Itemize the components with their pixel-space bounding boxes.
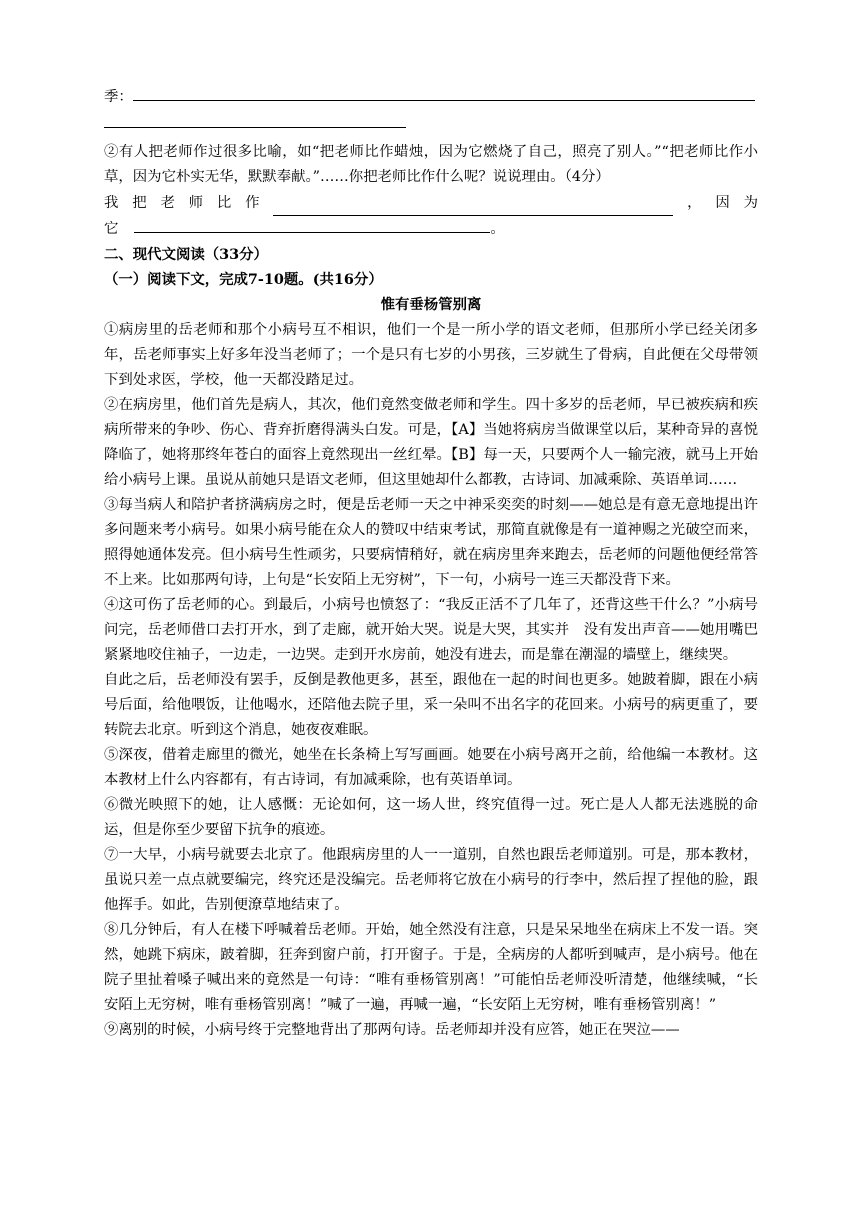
paragraph: ⑤深夜，借着走廊里的微光，她坐在长条椅上写写画画。她要在小病号离开之前，给他编一本教材。这本教材上什么内容都有，有古诗词，有加减乘除，也有英语单词。 — [104, 747, 758, 788]
document-page — [104, 84, 758, 1043]
season-answer-line — [104, 84, 758, 109]
compare-char: 因 — [715, 195, 730, 211]
reason-prefix: 它 — [104, 221, 119, 237]
paragraph: ④这可伤了岳老师的心。到最后，小病号也愤怒了：“我反正活不了几年了，还背这些干什么？”小病号问完，岳老师借口去打开水，到了走廊，就开始大哭。说是大哭，其实并 没有发出声音——她用嘴巴紧紧地咬住袖子，一边走，一边哭。走到开水房前，她没有进去，而是靠在潮湿的墙壁上，继续哭。 — [104, 597, 758, 663]
season-label: 季： — [104, 89, 133, 105]
paragraph: ①病房里的岳老师和那个小病号互不相识，他们一个是一所小学的语文老师，但那所小学已经关闭多年，岳老师事实上好多年没当老师了；一个是只有七岁的小男孩，三岁就生了骨病，自此便在父母带领下到处求医，学校，他一天都没踏足过。 — [104, 322, 758, 388]
compare-char: 比 — [216, 195, 232, 211]
paragraph: ③每当病人和陪护者挤满病房之时，便是岳老师一天之中神采奕奕的时刻——她总是有意无意地提出许多问题来考小病号。如果小病号能在众人的赞叹中结束考试，那简直就像是有一道神赐之光破空而来，照得她通体发亮。但小病号生性顽劣，只要病情稍好，就在病房里奔来跑去，岳老师的问题他便经常答不上来。比如那两句诗，上句是“长安陌上无穷树”，下一句，小病号一连三天都没背下来。 — [104, 497, 758, 588]
compare-char: 为 — [743, 195, 758, 211]
paragraph: ⑥微光映照下的她，让人感慨：无论如何，这一场人世，终究值得一过。死亡是人人都无法逃脱的命运，但是你至少要留下抗争的痕迹。 — [104, 797, 758, 838]
section-heading: 二、现代文阅读（33分） — [104, 246, 268, 263]
paragraph: ⑨离别的时候，小病号终于完整地背出了那两句诗。岳老师却并没有应答，她正在哭泣—— — [104, 1022, 680, 1038]
compare-char: 把 — [132, 195, 147, 211]
season-answer-line-2 — [104, 111, 758, 136]
subsection-heading: （一）阅读下文，完成7-10题。(共16分） — [104, 271, 383, 288]
reason-end: 。 — [490, 221, 505, 237]
compare-char: 师 — [188, 195, 204, 211]
paragraph: 自此之后，岳老师没有罢手，反倒是教他更多，甚至，跟他在一起的时间也更多。她跛着脚，跟在小病号后面，给他喂饭，让他喝水，还陪他去院子里，采一朵叫不出名字的花回来。小病号的病更重了，要转院去北京。听到这个消息，她夜夜难眠。 — [104, 672, 758, 738]
compare-char: ， — [687, 195, 702, 211]
answer-blank — [134, 216, 490, 233]
paragraph: ②在病房里，他们首先是病人，其次，他们竟然变做老师和学生。四十多岁的岳老师，早已被疾病和疾病所带来的争吵、伤心、背弃折磨得满头白发。可是，【A】当她将病房当做课堂以后，某种奇异的喜悦降临了，她将那终年苍白的面容上竟然现出一丝红晕。【B】每一天，只要两个人一输完液，就马上开始给小病号上课。虽说从前她只是语文老师，但这里她却什么都教，古诗词、加减乘除、英语单词…… — [104, 397, 758, 488]
question-6-2: ②有人把老师作过很多比喻，如“把老师比作蜡烛，因为它燃烧了自己，照亮了别人。”“把老师比作小草，因为它朴实无华，默默奉献。”……你把老师比作什么呢？说说理由。（4分） — [104, 144, 758, 185]
compare-char: 老 — [160, 195, 175, 211]
answer-blank — [273, 199, 673, 216]
compare-answer-line — [104, 190, 758, 216]
compare-char: 作 — [245, 195, 260, 211]
answer-blank — [133, 84, 755, 101]
paragraph: ⑦一大早，小病号就要去北京了。他跟病房里的人一一道别，自然也跟岳老师道别。可是，那本教材，虽说只差一点点就要编完，终究还是没编完。岳老师将它放在小病号的行李中，然后捏了捏他的脸，跟他挥手。如此，告别便潦草地结束了。 — [104, 847, 758, 913]
reason-answer-line — [104, 216, 758, 242]
answer-blank — [104, 111, 406, 128]
compare-char: 我 — [104, 195, 119, 211]
article-title: 惟有垂杨管别离 — [380, 296, 482, 313]
paragraph: ⑧几分钟后，有人在楼下呼喊着岳老师。开始，她全然没有注意，只是呆呆地坐在病床上不发一语。突然，她跳下病床，跛着脚，狂奔到窗户前，打开窗子。于是，全病房的人都听到喊声，是小病号。他在院子里扯着嗓子喊出来的竟然是一句诗：“唯有垂杨管别离！”可能怕岳老师没听清楚，他继续喊，“长安陌上无穷树，唯有垂杨管别离！”喊了一遍，再喊一遍，“长安陌上无穷树，唯有垂杨管别离！” — [104, 922, 758, 1013]
